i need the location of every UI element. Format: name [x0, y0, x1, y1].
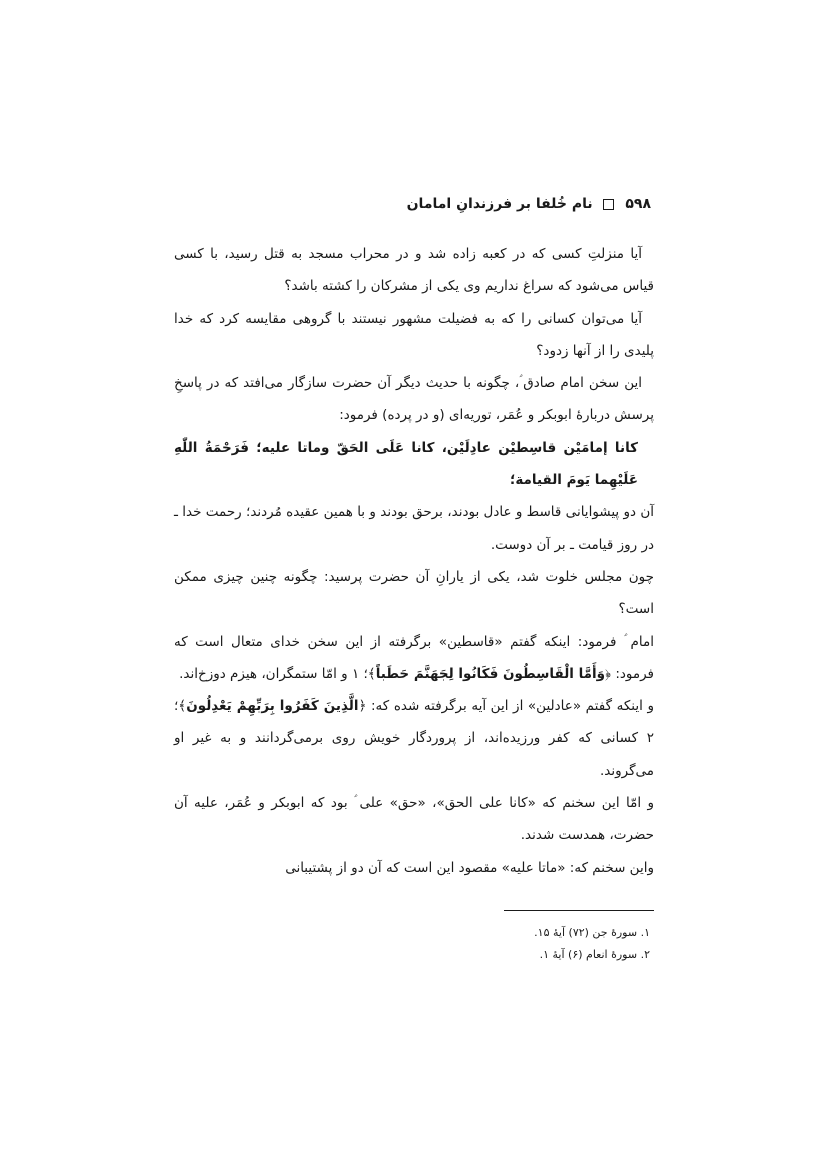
footnote-divider	[504, 910, 654, 911]
chapter-title: نام خُلفا بر فرزندانِ امامان	[406, 196, 593, 212]
main-text	[174, 238, 654, 884]
paragraph: آیا می‌توان کسانی را که به فضیلت مشهور نیستند با گروهی مقایسه کرد که خدا پلیدی را از آنها زدود؟	[174, 310, 654, 359]
page-number: ۵۹۸	[625, 196, 651, 212]
running-header	[171, 196, 651, 212]
paragraph: واین سخنم که: «ماتا علیه» مقصود این است که آن دو از پشتیبانی	[285, 859, 654, 876]
paragraph	[174, 626, 654, 691]
footnote: ۲. سورهٔ انعام (۶) آیهٔ ۱.	[539, 948, 650, 961]
paragraph: و امّا این سخنم که «کانا علی الحق»، «حق» علی ؑ بود که ابوبکر و عُمَر، علیه آن حضرت، همدست شدند.	[174, 795, 654, 844]
text-run: ﴾؛ ۲ کسانی که کفر ورزیده‌اند، از پروردگار خویش روی برمی‌گردانند و به غیر او می‌گروند.	[174, 698, 654, 779]
text-run: امام ؑ فرمود: اینکه گفتم «قاسطین» برگرفته از این سخن خدای متعال است که فرمود: ﴿	[174, 633, 654, 682]
hadith-quote: کانا إمامَیْن قاسِطیْن عادِلَیْن، کانا عَلَی الحَقّ وماتا علیه؛ فَرَحْمَةُ اللّٰهِ عَلَیْهِما یَومَ القیامة؛	[174, 439, 638, 489]
quran-verse: الَّذِینَ كَفَرُوا بِرَبِّهِمْ يَعْدِلُونَ	[186, 698, 359, 715]
paragraph: آن دو پیشوایانی قاسط و عادل بودند، برحق بودند و با همین عقیده مُردند؛ رحمت خدا ـ در روز قیامت ـ بر آن دوست.	[174, 504, 654, 553]
quran-verse: وَأَمَّا الْقَاسِطُونَ فَكَانُوا لِجَهَنَّمَ حَطَباً	[375, 665, 606, 682]
paragraph: چون مجلس خلوت شد، یکی از یارانِ آن حضرت پرسید: چگونه چنین چیزی ممکن است؟	[174, 568, 654, 618]
text-run: و اینکه گفتم «عادلین» از این آیه برگرفته شده که: ﴿	[358, 698, 654, 715]
square-bullet-icon	[603, 199, 614, 210]
paragraph	[174, 690, 654, 787]
footnote: ۱. سورهٔ جن (۷۲) آیهٔ ۱۵.	[534, 926, 650, 939]
paragraph: آیا منزلتِ کسی که در کعبه زاده شد و در محراب مسجد به قتل رسید، با کسی قیاس می‌شود که سراغ نداریم وی یکی از مشرکان را کشته باشد؟	[174, 246, 654, 295]
text-run: ﴾؛ ۱ و امّا ستمگران، هیزم دوزخ‌اند.	[179, 665, 376, 682]
footnotes	[350, 922, 650, 966]
paragraph: این سخن امام صادق ؑ، چگونه با حدیث دیگر آن حضرت سازگار می‌افتد که در پاسخِ پرسش دربارهٔ ابوبکر و عُمَر، توریه‌ای (و در پرده) فرمود:	[174, 375, 654, 424]
